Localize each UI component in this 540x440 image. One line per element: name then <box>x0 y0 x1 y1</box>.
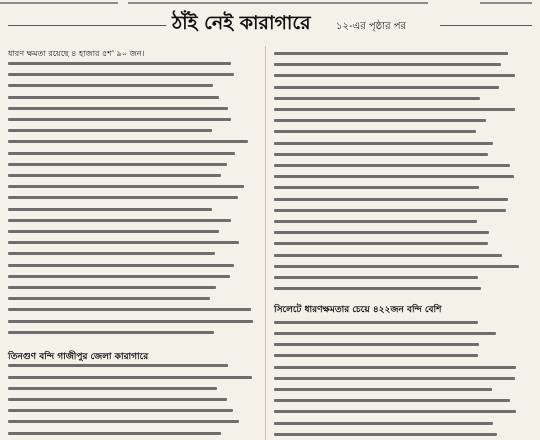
body-text-line <box>274 198 508 201</box>
body-text-line <box>274 142 493 145</box>
body-text-line <box>8 432 221 435</box>
article-header <box>0 8 540 42</box>
body-text-line <box>8 73 234 76</box>
body-text-line <box>8 196 238 199</box>
body-text-line <box>274 175 514 178</box>
body-text-line <box>8 84 213 87</box>
body-text-line <box>8 174 221 177</box>
article-headline: ঠাঁই নেই কারাগারে <box>172 12 311 34</box>
body-text-line <box>274 86 499 89</box>
body-text-line <box>274 164 510 167</box>
body-text-line <box>8 275 230 278</box>
body-text-line <box>8 185 244 188</box>
body-text-line <box>274 265 519 268</box>
body-text-line <box>8 308 251 311</box>
body-text-line <box>274 332 496 335</box>
subhead-sylhet: সিলেটে ধারণক্ষমতার চেয়ে ৪২২জন বন্দি বেশি <box>274 305 442 315</box>
body-text-line <box>274 74 515 77</box>
body-text-line <box>8 264 234 267</box>
right-column <box>274 48 520 440</box>
body-text-line <box>274 287 481 290</box>
body-text-line <box>274 354 478 357</box>
body-text-line <box>8 129 212 132</box>
body-text-line <box>274 343 479 346</box>
top-strip-text-right <box>480 2 532 4</box>
body-text-line <box>8 320 253 323</box>
body-text-line <box>274 366 516 369</box>
continued-from-label: ১২-এর পৃষ্ঠার পর <box>336 21 407 32</box>
body-text-line <box>274 377 515 380</box>
body-text-line <box>274 410 516 413</box>
body-text-line <box>8 252 215 255</box>
body-text-line <box>8 230 219 233</box>
body-text-line <box>274 108 515 111</box>
body-text-line <box>274 119 486 122</box>
body-text-line <box>274 186 479 189</box>
body-text-line <box>274 130 476 133</box>
body-text-line <box>8 96 219 99</box>
body-text-line <box>8 398 227 401</box>
column-divider <box>265 46 266 440</box>
body-text-line <box>8 152 235 155</box>
body-text-line <box>274 231 489 234</box>
body-text-line <box>274 242 488 245</box>
body-text-line <box>8 331 214 334</box>
body-text-line <box>274 254 502 257</box>
body-text-line <box>274 276 478 279</box>
body-text-line <box>274 321 478 324</box>
body-text-line <box>8 107 228 110</box>
body-text-line <box>8 62 231 65</box>
body-text-line <box>274 388 492 391</box>
body-text-line <box>274 52 508 55</box>
body-text-line <box>8 387 217 390</box>
header-rule-left <box>8 25 166 26</box>
top-strip-text-left <box>0 2 118 4</box>
page-top-strip <box>0 0 540 7</box>
body-text-line <box>8 409 233 412</box>
subhead-gazipur: তিনগুণ বন্দি গাজীপুর জেলা কারাগারে <box>8 352 149 362</box>
body-text-line <box>8 118 231 121</box>
body-text-line <box>8 140 248 143</box>
body-text-line <box>8 163 227 166</box>
body-text-line <box>8 219 231 222</box>
left-column <box>8 48 254 440</box>
body-text-line <box>8 364 228 367</box>
body-text-line <box>274 220 477 223</box>
body-text-line <box>8 297 210 300</box>
body-text-line <box>8 208 212 211</box>
body-text-line <box>274 209 506 212</box>
body-text-line <box>274 97 480 100</box>
body-text-line <box>274 422 493 425</box>
top-strip-text-middle <box>128 2 428 4</box>
body-text-line <box>8 420 239 423</box>
body-text-line <box>274 153 488 156</box>
body-text-line <box>8 241 239 244</box>
left-column-lead-line: ধারণ ক্ষমতা রয়েছে ৪ হাজার ৫শ' ৯০ জন। <box>8 49 145 58</box>
body-text-line <box>274 433 497 436</box>
header-rule-right <box>440 25 532 26</box>
body-text-line <box>274 399 510 402</box>
body-text-line <box>274 63 501 66</box>
body-text-line <box>8 286 216 289</box>
body-text-line <box>8 376 252 379</box>
